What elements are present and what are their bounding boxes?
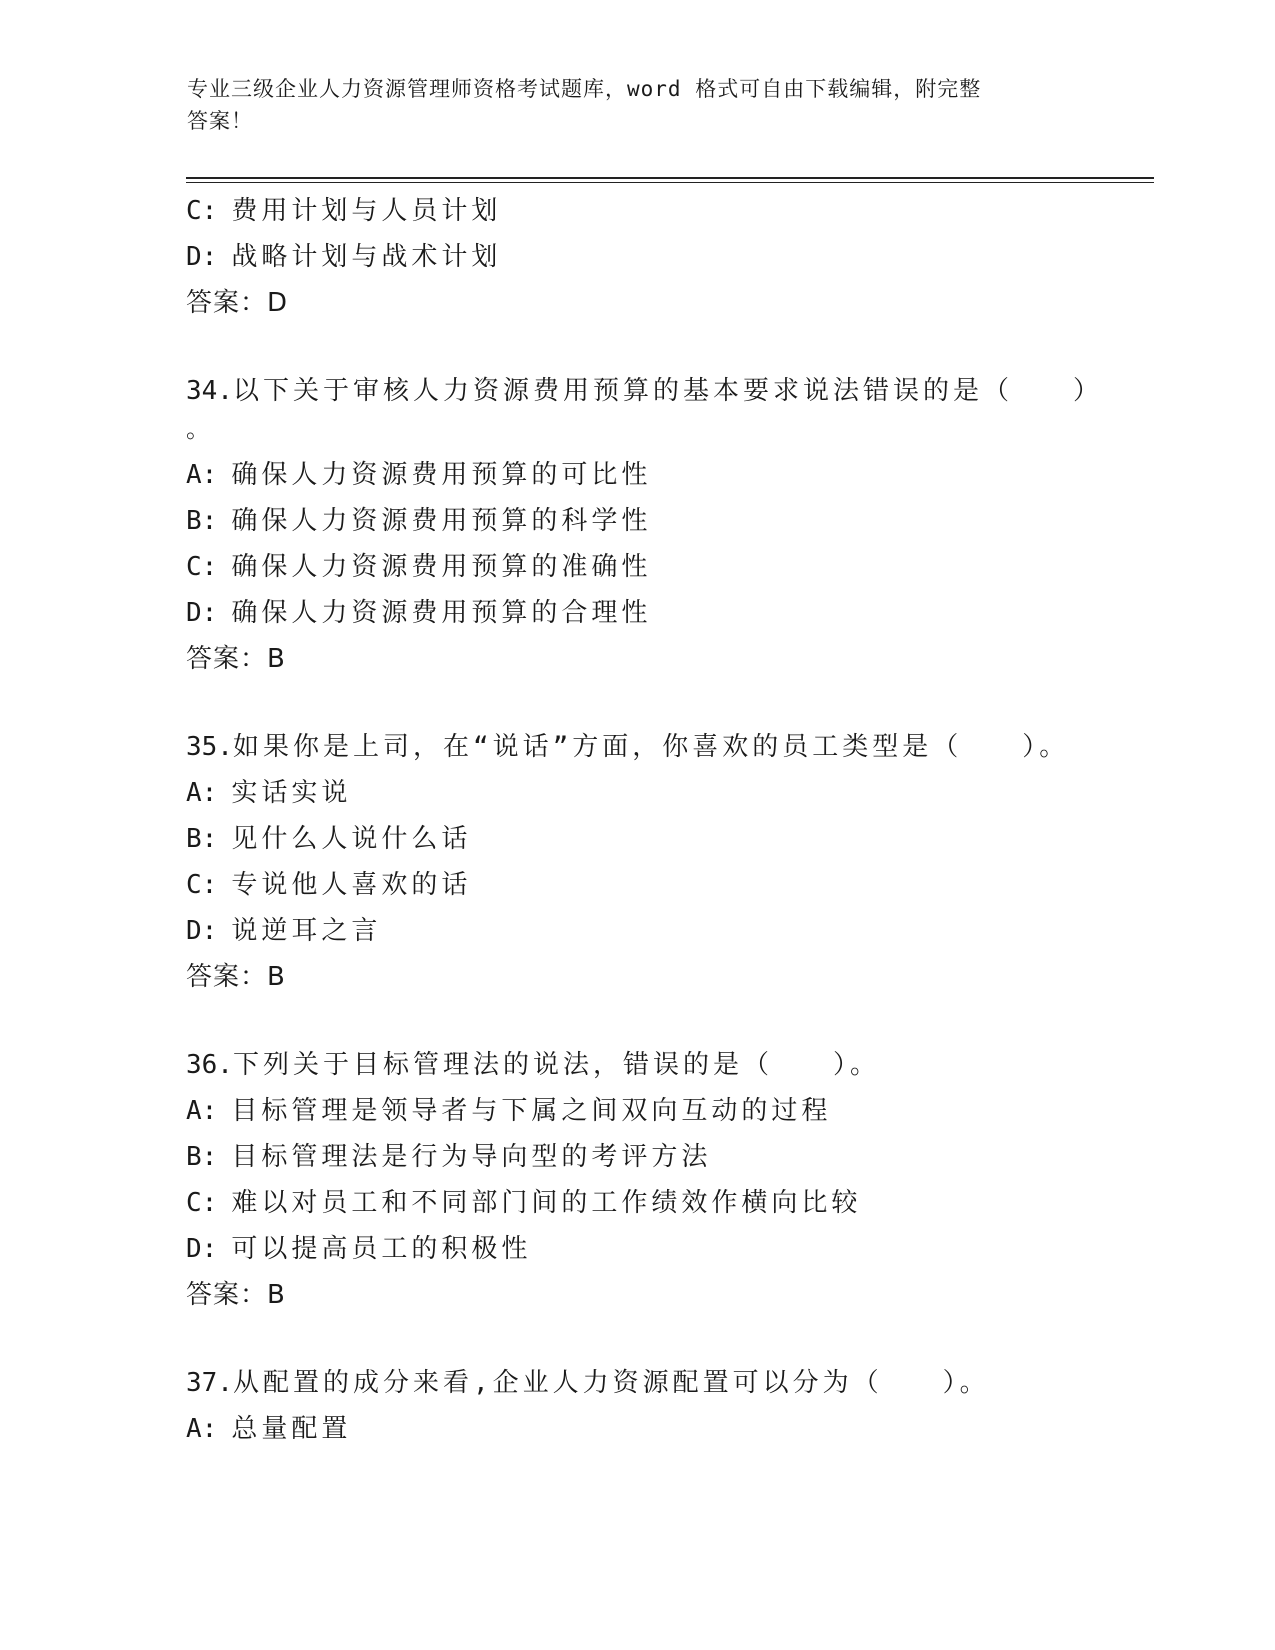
option-c: C: 确保人力资源费用预算的准确性 (186, 552, 652, 582)
question-35 (186, 724, 1086, 1000)
option-d: D: 说逆耳之言 (186, 916, 382, 946)
header-title-line-2: 答案！ (187, 109, 253, 133)
question-stem: 35.如果你是上司，在“说话”方面，你喜欢的员工类型是（ ）。 (186, 732, 1070, 762)
header-title-line-1: 专业三级企业人力资源管理师资格考试题库，word 格式可自由下载编辑，附完整 (187, 77, 982, 101)
option-a: A: 总量配置 (186, 1414, 352, 1444)
option-d: D: 确保人力资源费用预算的合理性 (186, 598, 652, 628)
question-33 (186, 188, 1086, 326)
header-divider-thick (186, 177, 1154, 179)
option-c: C: 难以对员工和不同部门间的工作绩效作横向比较 (186, 1188, 862, 1218)
question-34 (186, 368, 1103, 682)
option-b: B: 确保人力资源费用预算的科学性 (186, 506, 652, 536)
answer-line: 答案：D (186, 288, 289, 318)
option-b: B: 目标管理法是行为导向型的考评方法 (186, 1142, 712, 1172)
question-stem-continuation: 。 (186, 415, 214, 443)
question-stem: 34.以下关于审核人力资源费用预算的基本要求说法错误的是（ ） (186, 376, 1103, 406)
header-divider-thin (186, 182, 1154, 183)
answer-line: 答案：B (186, 644, 286, 674)
question-stem: 37.从配置的成分来看,企业人力资源配置可以分为（ ）。 (186, 1368, 990, 1398)
option-a: A: 实话实说 (186, 778, 352, 808)
question-37 (186, 1360, 1086, 1452)
answer-line: 答案：B (186, 962, 286, 992)
question-36 (186, 1042, 1086, 1318)
option-c: C: 费用计划与人员计划 (186, 196, 502, 226)
page-header (187, 73, 1087, 137)
question-stem: 36.下列关于目标管理法的说法，错误的是（ ）。 (186, 1050, 880, 1080)
option-d: D: 战略计划与战术计划 (186, 242, 502, 272)
option-c: C: 专说他人喜欢的话 (186, 870, 472, 900)
option-d: D: 可以提高员工的积极性 (186, 1234, 532, 1264)
option-a: A: 确保人力资源费用预算的可比性 (186, 460, 652, 490)
option-b: B: 见什么人说什么话 (186, 824, 472, 854)
option-a: A: 目标管理是领导者与下属之间双向互动的过程 (186, 1096, 832, 1126)
question-list (186, 188, 1103, 1452)
answer-line: 答案：B (186, 1280, 286, 1310)
